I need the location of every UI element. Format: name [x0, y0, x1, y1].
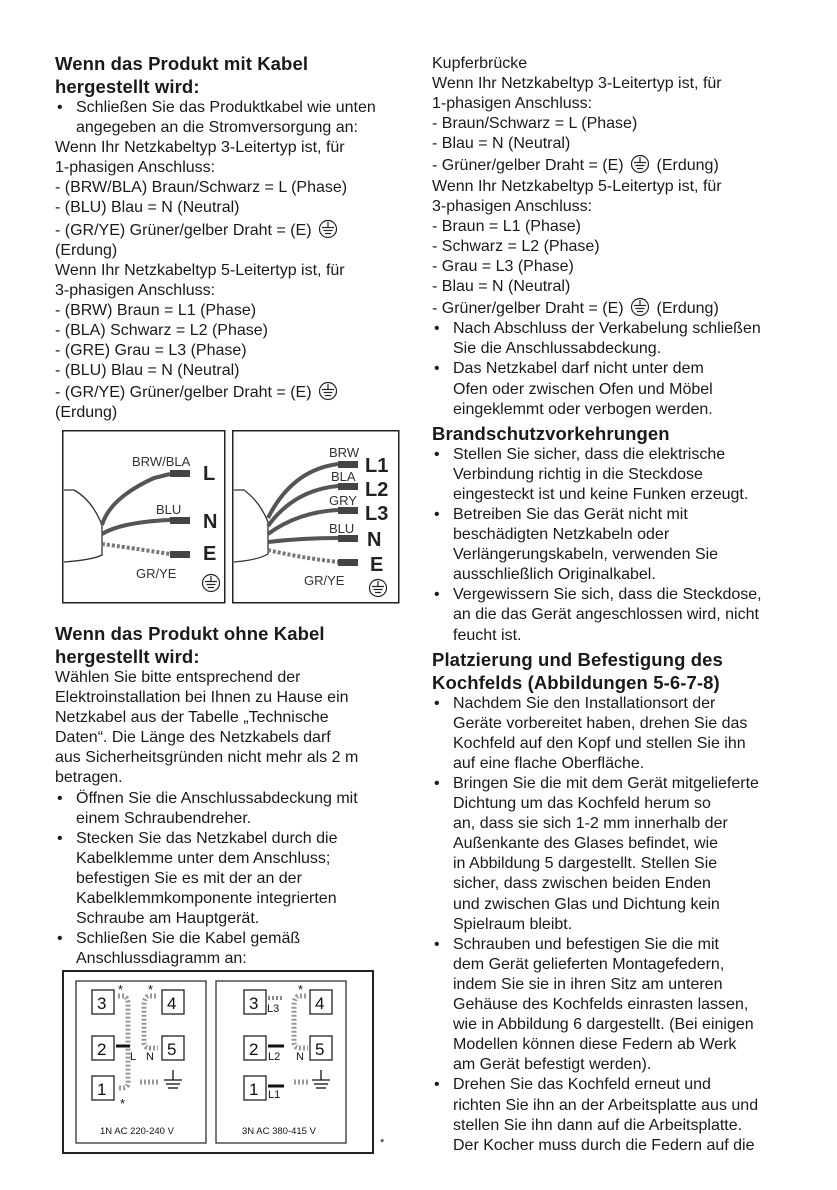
- terminal-number-4: 4: [315, 994, 325, 1013]
- wire-label-blu: BLU: [329, 521, 355, 536]
- terminal-number-1: 1: [249, 1080, 259, 1099]
- wire-label-gr-ye: GR/YE: [136, 566, 177, 581]
- footnote-star: *: [380, 1137, 385, 1149]
- section-heading-fire-protection: Brandschutzvorkehrungen: [432, 422, 670, 444]
- section-heading-with-cable: Wenn das Produkt mit Kabel hergestellt wird:: [55, 53, 309, 97]
- conductor-label-n: N: [146, 1051, 154, 1063]
- ground-icon: [630, 297, 650, 317]
- conductor-label-n: N: [296, 1051, 304, 1063]
- ground-line: - Grüner/gelber Draht = (E) (Erdung): [432, 154, 788, 176]
- conductor-label-l: L: [130, 1051, 137, 1063]
- section-heading-without-cable: Wenn das Produkt ohne Kabel hergestellt wird:: [55, 623, 325, 667]
- terminal-number-3: 3: [97, 994, 107, 1013]
- cable-wiring-diagram: [62, 430, 402, 604]
- voltage-caption: 3N AC 380-415 V: [242, 1126, 316, 1137]
- terminal-label-l: L: [203, 463, 216, 485]
- terminal-label-l3: L3: [365, 503, 389, 525]
- wiring-diagram-1phase: [63, 431, 225, 603]
- wire-label-blu: BLU: [156, 502, 182, 517]
- bullet-item: • Das Netzkabel darf nicht unter dem Ofen oder zwischen Ofen und Möbel eingeklemmt oder verbogen werden.: [432, 359, 788, 419]
- bullet-item: • Bringen Sie die mit dem Gerät mitgelieferte Dichtung um das Kochfeld herum so an, dass sie sich 1-2 mm innerhalb der Außenkante des Glases befindet, wie in Abbildung 5 dargestellt. Stellen Sie sicher, dass zwischen beiden Enden und zwischen Glas und Dichtung kein Spielraum bleibt.: [432, 774, 788, 935]
- bridge-star: *: [298, 982, 304, 997]
- terminal-label-l2: L2: [365, 479, 389, 501]
- ground-icon: [318, 219, 338, 239]
- terminal-label-e: E: [203, 543, 217, 565]
- ground-icon: [318, 381, 338, 401]
- conductor-label-l2: L2: [268, 1051, 281, 1063]
- ground-icon: [630, 154, 650, 174]
- bullet-item: • Stellen Sie sicher, dass die elektrische Verbindung richtig in die Steckdose eingesteckt ist und keine Funken erzeugt.: [432, 445, 788, 505]
- bullet-item: • Stecken Sie das Netzkabel durch die Kabelklemme unter dem Anschluss; befestigen Sie es mit der an der Kabelklemmkomponente integrierten Schraube am Hauptgerät.: [55, 829, 405, 929]
- terminal-label-l1: L1: [365, 455, 389, 477]
- terminal-label-n: N: [203, 511, 218, 533]
- conductor-label-l1: L1: [268, 1089, 281, 1101]
- bridge-star: *: [148, 982, 154, 997]
- bullet-item: • Schließen Sie das Produktkabel wie unten angegeben an die Stromversorgung an:: [55, 98, 405, 138]
- voltage-caption: 1N AC 220-240 V: [100, 1126, 174, 1137]
- wire-label-gr-ye: GR/YE: [304, 573, 345, 588]
- terminal-label-e: E: [370, 554, 384, 576]
- terminal-number-2: 2: [249, 1040, 259, 1059]
- left-column: Wenn das Produkt mit Kabel hergestellt wird: • Schließen Sie das Produktkabel wie unten angegeben an die Stromversorgung an: Wenn Ihr Netzkabeltyp 3-Leitertyp ist, für 1-phasigen Anschluss: - (BRW/BLA) Braun/Schwarz = L (Phase) - (BLU) Blau = N (Neutral) - (GR/YE) Grüner/gelber Draht = (E) (Erdung) Wenn Ihr Netzkabeltyp 5-Leitertyp ist, für 3-phasigen Anschluss: - (BRW) Braun = L1 (Phase) - (BLA) Schwarz = L2 (Phase) - (GRE) Grau = L3 (Phase) - (BLU) Blau = N (Neutral) - (GR/YE) Grüner/gelber Draht = (E) (Erdung): [55, 52, 405, 424]
- terminal-label-n: N: [367, 529, 382, 551]
- conductor-label-l3: L3: [267, 1003, 280, 1015]
- ground-line: - (GR/YE) Grüner/gelber Draht = (E): [55, 381, 405, 403]
- bullet-item: • Drehen Sie das Kochfeld erneut und richten Sie ihn an der Arbeitsplatte aus und stellen Sie ihn dann auf die Arbeitsplatte. Der Kocher muss durch die Federn auf die: [432, 1075, 788, 1155]
- wire-label-brw-bla: BRW/BLA: [132, 454, 191, 469]
- bridge-star: *: [118, 982, 124, 997]
- terminal-number-5: 5: [167, 1040, 177, 1059]
- bullet-item: • Nach Abschluss der Verkabelung schließen Sie die Anschlussabdeckung.: [432, 319, 788, 359]
- bullet-item: • Betreiben Sie das Gerät nicht mit beschädigten Netzkabeln oder Verlängerungskabeln, verwenden Sie ausschließlich Originalkabel.: [432, 505, 788, 585]
- terminal-number-2: 2: [97, 1040, 107, 1059]
- wire-label-gry: GRY: [329, 493, 357, 508]
- terminal-number-5: 5: [315, 1040, 325, 1059]
- wire-label-bla: BLA: [331, 469, 356, 484]
- right-column: Kupferbrücke Wenn Ihr Netzkabeltyp 3-Leitertyp ist, für 1-phasigen Anschluss: - Braun/Schwarz = L (Phase) - Blau = N (Neutral) - Grüner/gelber Draht = (E) (Erdung) Wenn Ihr Netzkabeltyp 5-Leitertyp ist, für 3-phasigen Anschluss: - Braun = L1 (Phase) - Schwarz = L2 (Phase) - Grau = L3 (Phase) - Blau = N (Neutral) - Grüner/gelber Draht = (E) (Erdung) • Nach Abschluss der Verkabelung schließen Sie die Anschlussabdeckung. • Das Netzkabel darf nicht unter dem Ofen oder zwischen Ofen und Möbel eingeklemmt oder verbogen werden. Brandschutzvorkehrungen • Stellen Sie sicher, dass die elektrische Verbindung richtig in die Steckdose eingesteckt ist und keine Funken erzeugt. • Betreiben Sie das Gerät nicht mit beschädigten Netzkabeln oder Verlängerungskabeln, verwenden Sie ausschließlich Originalkabel. • Vergewissern Sie sich, dass die Steckdose, an die das Gerät angeschlossen wird, nicht feucht ist. Platzierung und Befestigung des Kochfelds (Abbildungen 5-6-7-8) • Nachdem Sie den Installationsort der Geräte vorbereitet haben, drehen Sie das Kochfeld auf den Kopf und stellen Sie ihn auf eine flache Oberfläche. • Bringen Sie die mit dem Gerät mitgelieferte Dichtung um das Kochfeld herum so an, dass sie sich 1-2 mm innerhalb der Außenkante des Glases befindet, wie in Abbildung 5 dargestellt. Stellen Sie sicher, dass zwischen beiden Enden und zwischen Glas und Dichtung kein Spielraum bleibt. • Schrauben und befestigen Sie die mit dem Gerät gelieferten Montagefedern, indem Sie sie in ihren Sitz am unteren Gehäuse des Kochfelds einrasten lassen, wie in Abbildung 6 dargestellt. (Bei einigen Modellen können diese Federn ab Werk am Gerät befestigt werden). • Drehen Sie das Kochfeld erneut und richten Sie ihn an der Arbeitsplatte aus und stellen Sie ihn dann auf die Arbeitsplatte. Der Kocher muss durch die Federn auf die: [432, 54, 788, 1156]
- bullet-item: • Schließen Sie die Kabel gemäß Anschlussdiagramm an:: [55, 929, 405, 969]
- ground-line: - (GR/YE) Grüner/gelber Draht = (E): [55, 219, 405, 241]
- bullet-item: • Vergewissern Sie sich, dass die Steckdose, an die das Gerät angeschlossen wird, nicht feucht ist.: [432, 585, 788, 645]
- terminal-number-1: 1: [97, 1080, 107, 1099]
- terminal-number-3: 3: [249, 994, 259, 1013]
- left-column-lower: Wenn das Produkt ohne Kabel hergestellt wird: Wählen Sie bitte entsprechend der Elektroinstallation bei Ihnen zu Hause ein Netzkabel aus der Tabelle „Technische Daten“. Die Länge des Netzkabels darf aus Sicherheitsgründen nicht mehr als 2 m betragen. • Öffnen Sie die Anschlussabdeckung mit einem Schraubendreher. • Stecken Sie das Netzkabel durch die Kabelklemme unter dem Anschluss; befestigen Sie es mit der an der Kabelklemmkomponente integrierten Schraube am Hauptgerät. • Schließen Sie die Kabel gemäß Anschlussdiagramm an:: [55, 622, 405, 969]
- wire-label-brw: BRW: [329, 445, 360, 460]
- wiring-diagram-3phase: [233, 431, 399, 603]
- terminal-connection-diagram: [62, 970, 392, 1166]
- wiring-diagram-svg: [62, 430, 402, 604]
- terminal-number-4: 4: [167, 994, 177, 1013]
- bullet-item: • Schrauben und befestigen Sie die mit dem Gerät gelieferten Montagefedern, indem Sie sie in ihren Sitz am unteren Gehäuse des Kochfelds einrasten lassen, wie in Abbildung 6 dargestellt. (Bei einigen Modellen können diese Federn ab Werk am Gerät befestigt werden).: [432, 935, 788, 1076]
- ground-line: - Grüner/gelber Draht = (E) (Erdung): [432, 297, 788, 319]
- bullet-item: • Nachdem Sie den Installationsort der Geräte vorbereitet haben, drehen Sie das Kochfeld auf den Kopf und stellen Sie ihn auf eine flache Oberfläche.: [432, 694, 788, 774]
- section-heading-placement: Platzierung und Befestigung des Kochfelds (Abbildungen 5-6-7-8): [432, 648, 723, 693]
- terminal-diagram-svg: [62, 970, 392, 1166]
- bullet-item: • Öffnen Sie die Anschlussabdeckung mit einem Schraubendreher.: [55, 789, 405, 829]
- bridge-star: *: [120, 1096, 126, 1111]
